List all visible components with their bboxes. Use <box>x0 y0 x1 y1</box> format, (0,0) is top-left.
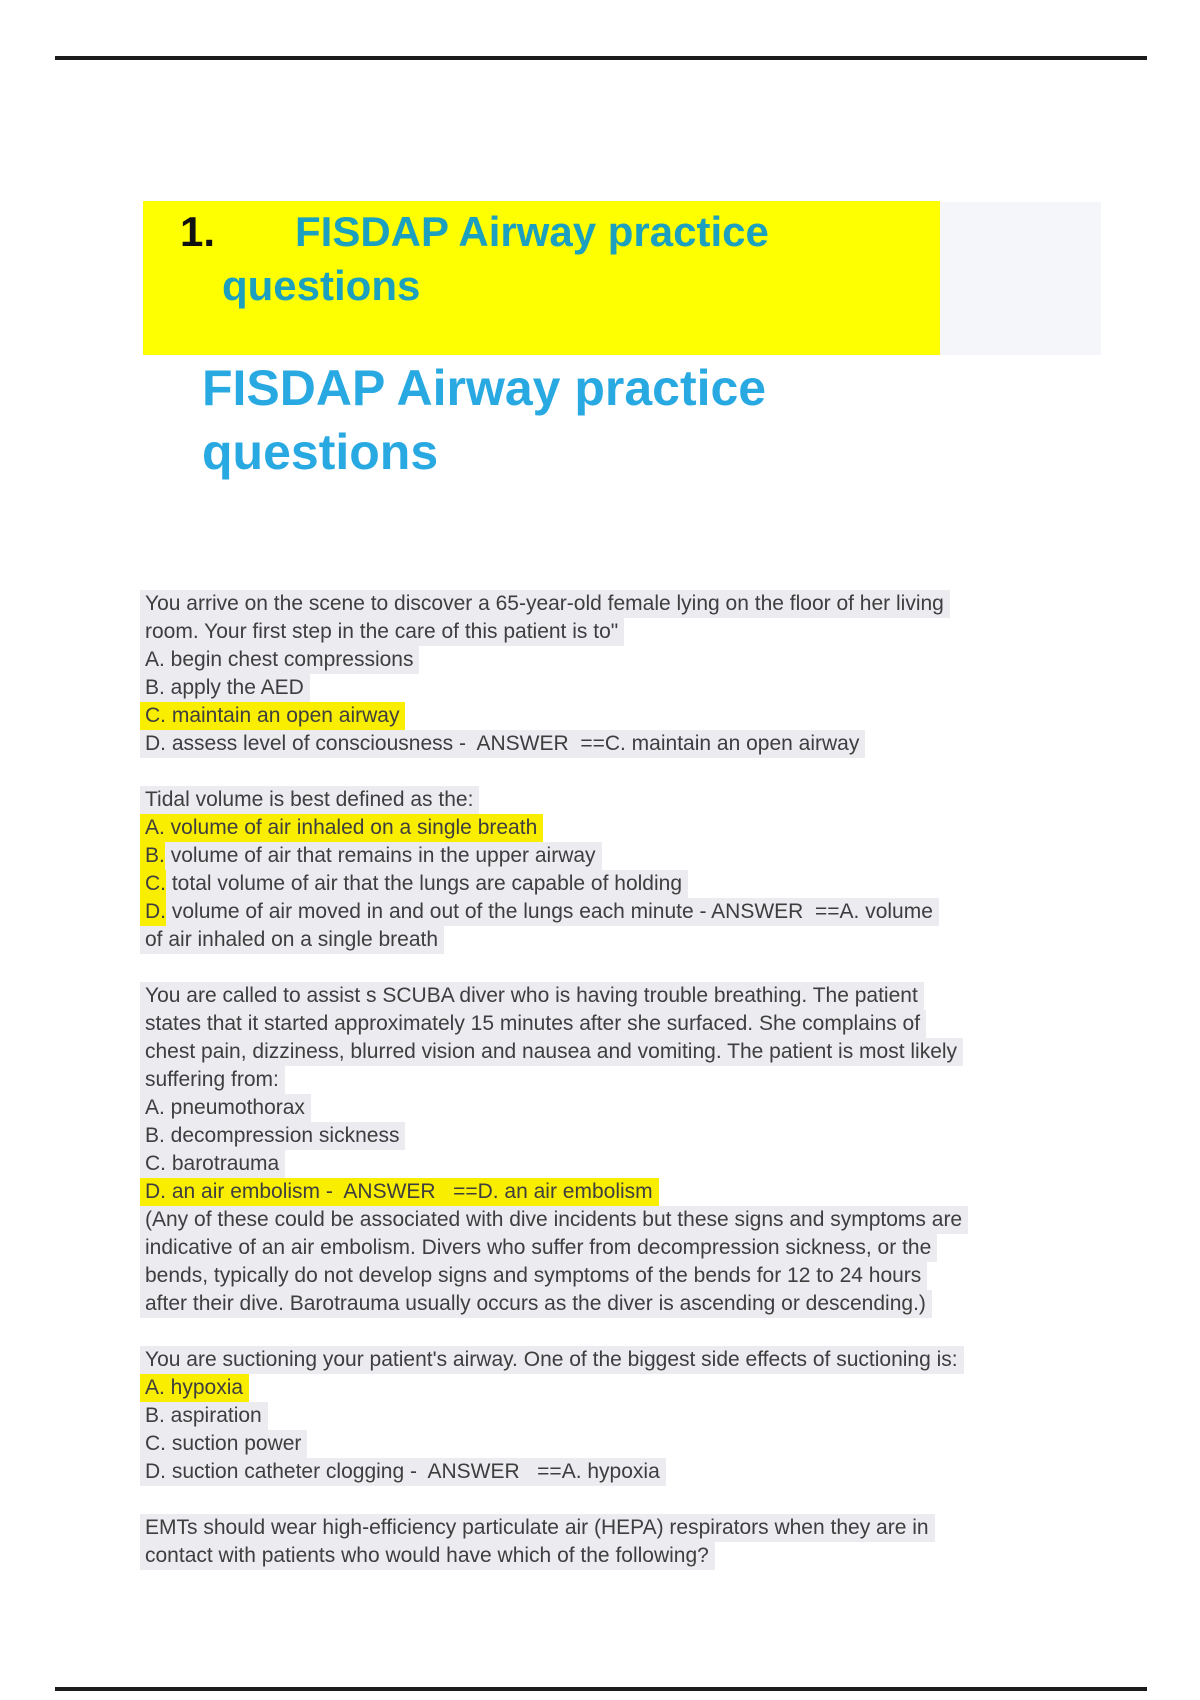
text-segment: states that it started approximately 15 minutes after she surfaced. She complains of <box>140 1010 926 1038</box>
text-segment: EMTs should wear high-efficiency particulate air (HEPA) respirators when they are in <box>140 1514 935 1542</box>
text-line <box>145 646 1075 674</box>
text-line <box>145 1290 1075 1318</box>
title-highlight-block <box>143 201 940 355</box>
text-segment: chest pain, dizziness, blurred vision and nausea and vomiting. The patient is most likely <box>140 1038 963 1066</box>
text-segment: Tidal volume is best defined as the: <box>140 786 479 814</box>
text-line <box>145 730 1075 758</box>
text-segment: suffering from: <box>140 1066 285 1094</box>
text-segment: (Any of these could be associated with dive incidents but these signs and symptoms are <box>140 1206 968 1234</box>
text-segment: D. suction catheter clogging - ANSWER ==A. hypoxia <box>140 1458 666 1486</box>
paragraph <box>145 786 1075 954</box>
highlighted-text: C. maintain an open airway <box>140 702 405 730</box>
text-line <box>145 702 1075 730</box>
page-header-rule <box>55 56 1147 60</box>
text-line <box>145 1066 1075 1094</box>
text-segment: D. assess level of consciousness - ANSWER ==C. maintain an open airway <box>140 730 865 758</box>
text-segment: volume of air moved in and out of the lungs each minute - ANSWER ==A. volume <box>166 898 939 926</box>
text-segment: contact with patients who would have which of the following? <box>140 1542 715 1570</box>
list-number: 1. <box>180 208 216 255</box>
text-line <box>145 1262 1075 1290</box>
text-segment: indicative of an air embolism. Divers who suffer from decompression sickness, or the <box>140 1234 937 1262</box>
text-line <box>145 1010 1075 1038</box>
paragraph <box>145 590 1075 758</box>
text-segment: after their dive. Barotrauma usually occurs as the diver is ascending or descending.) <box>140 1290 932 1318</box>
text-line <box>145 842 1075 870</box>
text-segment: You are suctioning your patient's airway. One of the biggest side effects of suctioning is: <box>140 1346 964 1374</box>
text-line <box>145 1094 1075 1122</box>
text-segment: C. suction power <box>140 1430 307 1458</box>
text-line <box>145 786 1075 814</box>
document-title-line1-row <box>143 205 940 259</box>
document-title-line2: questions <box>222 262 421 309</box>
text-line <box>145 1458 1075 1486</box>
text-segment: A. pneumothorax <box>140 1094 311 1122</box>
text-segment: of air inhaled on a single breath <box>140 926 444 954</box>
text-line <box>145 1542 1075 1570</box>
text-segment: You are called to assist s SCUBA diver who is having trouble breathing. The patient <box>140 982 924 1010</box>
paragraph <box>145 982 1075 1318</box>
text-line <box>145 1122 1075 1150</box>
text-segment: room. Your first step in the care of this patient is to" <box>140 618 624 646</box>
highlighted-text: A. volume of air inhaled on a single breath <box>140 814 543 842</box>
text-line <box>145 1178 1075 1206</box>
highlighted-text: D. an air embolism - ANSWER ==D. an air embolism <box>140 1178 659 1206</box>
text-line <box>145 1346 1075 1374</box>
text-line <box>145 674 1075 702</box>
text-line <box>145 1206 1075 1234</box>
highlighted-text: A. hypoxia <box>140 1374 249 1402</box>
title-side-block <box>940 202 1101 355</box>
highlighted-text: D. <box>140 898 166 926</box>
text-line <box>145 926 1075 954</box>
text-segment: B. aspiration <box>140 1402 268 1430</box>
text-segment: B. apply the AED <box>140 674 310 702</box>
text-segment: You arrive on the scene to discover a 65-year-old female lying on the floor of her living <box>140 590 950 618</box>
text-line <box>145 870 1075 898</box>
document-title-line1: FISDAP Airway practice <box>295 208 769 255</box>
text-line <box>145 814 1075 842</box>
subtitle-line2: questions <box>202 424 439 480</box>
text-segment: A. begin chest compressions <box>140 646 419 674</box>
text-line <box>145 1150 1075 1178</box>
subtitle-line1: FISDAP Airway practice <box>202 360 767 416</box>
text-line <box>145 1374 1075 1402</box>
document-body <box>145 590 1075 1598</box>
document-subtitle <box>202 356 766 484</box>
text-line <box>145 1402 1075 1430</box>
text-line <box>145 982 1075 1010</box>
highlighted-text: B. <box>140 842 165 870</box>
paragraph <box>145 1346 1075 1486</box>
text-line <box>145 898 1075 926</box>
text-line <box>145 1038 1075 1066</box>
text-line <box>145 1514 1075 1542</box>
text-segment: bends, typically do not develop signs and symptoms of the bends for 12 to 24 hours <box>140 1262 927 1290</box>
text-segment: B. decompression sickness <box>140 1122 405 1150</box>
text-segment: C. barotrauma <box>140 1150 285 1178</box>
page-footer-rule <box>55 1687 1147 1691</box>
text-line <box>145 1234 1075 1262</box>
highlighted-text: C. <box>140 870 166 898</box>
text-segment: volume of air that remains in the upper airway <box>165 842 602 870</box>
text-line <box>145 1430 1075 1458</box>
text-line <box>145 590 1075 618</box>
paragraph <box>145 1514 1075 1570</box>
text-segment: total volume of air that the lungs are capable of holding <box>166 870 688 898</box>
text-line <box>145 618 1075 646</box>
